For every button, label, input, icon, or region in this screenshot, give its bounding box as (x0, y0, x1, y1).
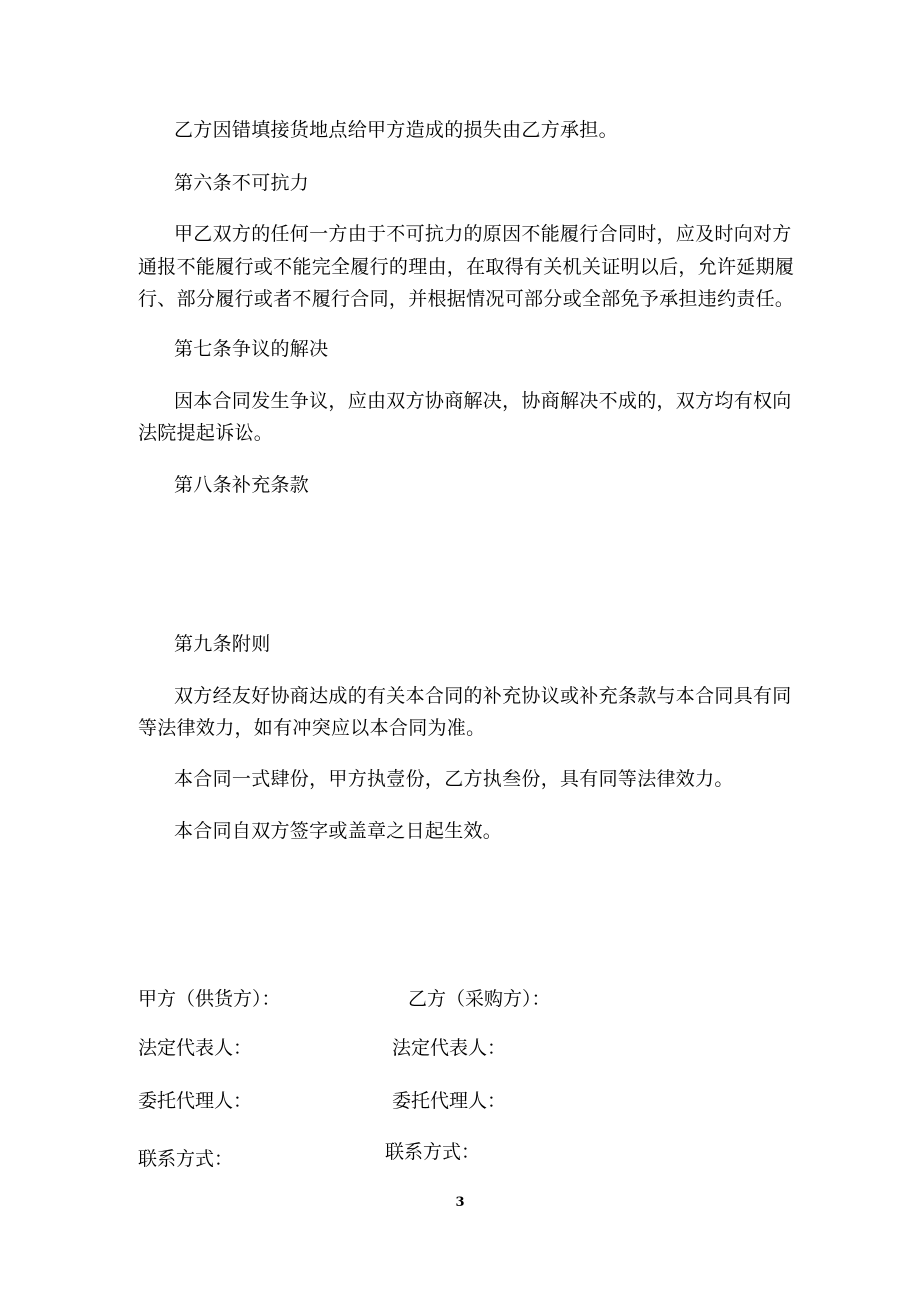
article-7-line-2: 法院提起诉讼。 (138, 422, 274, 444)
article-9-line-2: 等法律效力，如有冲突应以本合同为准。 (138, 717, 486, 739)
heading-article-9: 第九条附则 (174, 633, 271, 655)
party-b-contact: 联系方式： (385, 1141, 481, 1163)
party-a-authorized-agent: 委托代理人： (138, 1090, 253, 1112)
page-number: 3 (455, 1195, 465, 1210)
party-a-contact: 联系方式： (138, 1148, 234, 1170)
article-6-line-2: 通报不能履行或不能完全履行的理由，在取得有关机关证明以后，允许延期履 (138, 256, 795, 278)
article-7-line-1: 因本合同发生争议，应由双方协商解决，协商解决不成的，双方均有权向 (174, 390, 792, 412)
party-b-title: 乙方（采购方）： (408, 988, 551, 1010)
heading-article-6: 第六条不可抗力 (174, 172, 310, 194)
party-a-legal-representative: 法定代表人： (138, 1037, 253, 1059)
article-6-line-3: 行、部分履行或者不履行合同，并根据情况可部分或全部免予承担违约责任。 (138, 288, 795, 310)
paragraph-loss-clause: 乙方因错填接货地点给甲方造成的损失由乙方承担。 (174, 119, 618, 141)
article-9-line-1: 双方经友好协商达成的有关本合同的补充协议或补充条款与本合同具有同 (174, 685, 792, 707)
article-9-copies-clause: 本合同一式肆份，甲方执壹份，乙方执叁份，具有同等法律效力。 (174, 768, 734, 790)
party-a-title: 甲方（供货方）： (138, 988, 281, 1010)
article-9-effective-clause: 本合同自双方签字或盖章之日起生效。 (174, 820, 503, 842)
heading-article-7: 第七条争议的解决 (174, 338, 329, 360)
party-b-legal-representative: 法定代表人： (392, 1037, 507, 1059)
heading-article-8: 第八条补充条款 (174, 474, 310, 496)
party-b-authorized-agent: 委托代理人： (392, 1090, 507, 1112)
article-6-line-1: 甲乙双方的任何一方由于不可抗力的原因不能履行合同时，应及时向对方 (174, 223, 792, 245)
